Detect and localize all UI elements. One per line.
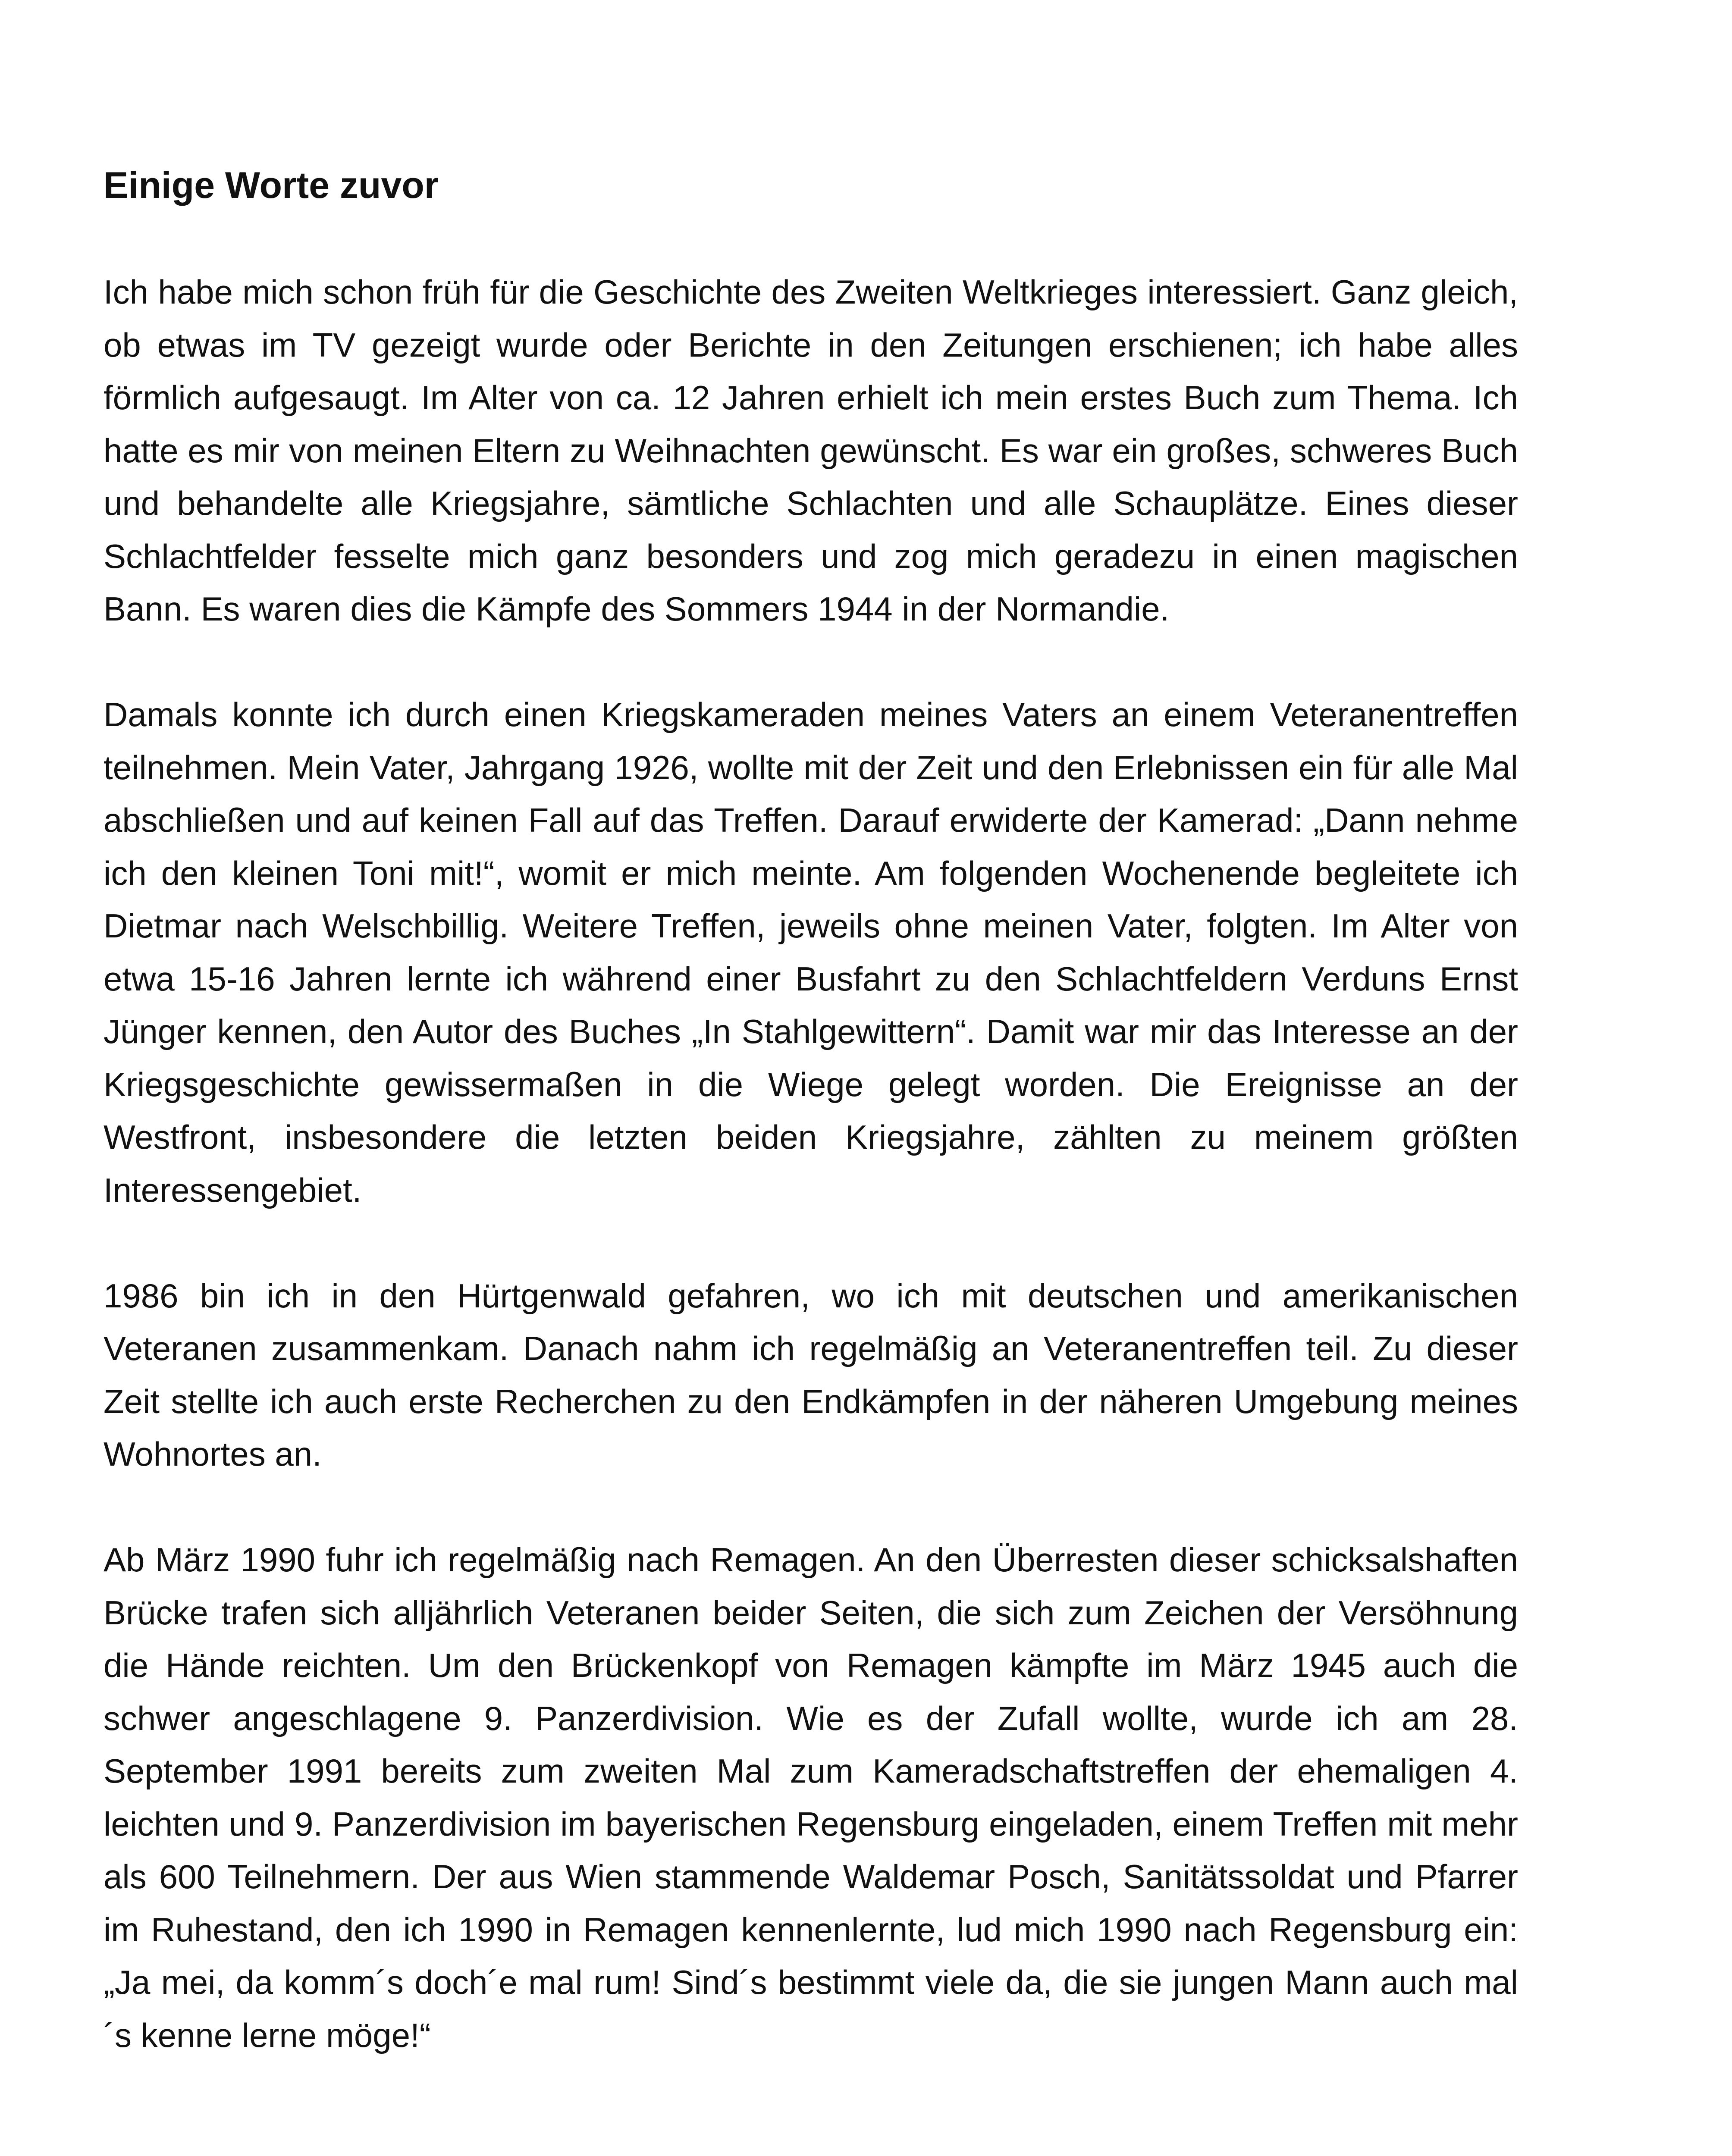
paragraph-4: Ab März 1990 fuhr ich regelmäßig nach Remagen. An den Überresten dieser schicksalshaften Brücke trafen sich alljährlich Veteranen beider Seiten, die sich zum Zeichen der Versöhnung die Hände reichten. Um den Brückenkopf von Remagen kämpfte im März 1945 auch die schwer angeschlagene 9. Panzerdivision. Wie es der Zufall wollte, wurde ich am 28. September 1991 bereits zum zweiten Mal zum Kameradschaftstreffen der ehemaligen 4. leichten und 9. Panzerdivision im bayerischen Regensburg eingeladen, einem Treffen mit mehr als 600 Teilnehmern. Der aus Wien stammende Waldemar Posch, Sanitätssoldat und Pfarrer im Ruhestand, den ich 1990 in Remagen kennenlernte, lud mich 1990 nach Regensburg ein: „Ja mei, da komm´s doch´e mal rum! Sind´s bestimmt viele da, die sie jungen Mann auch mal´s kenne lerne möge!“ <box>104 1541 1518 2054</box>
paragraph-3: 1986 bin ich in den Hürtgenwald gefahren, wo ich mit deutschen und amerikanischen Veteranen zusammenkam. Danach nahm ich regelmäßig an Veteranentreffen teil. Zu dieser Zeit stellte ich auch erste Recherchen zu den Endkämpfen in der näheren Umgebung meines Wohnortes an. <box>104 1276 1518 1473</box>
page-title: Einige Worte zuvor <box>104 165 439 206</box>
text-block <box>104 160 1518 2062</box>
paragraph-2: Damals konnte ich durch einen Kriegskameraden meines Vaters an einem Veteranentreffen teilnehmen. Mein Vater, Jahrgang 1926, wollte mit der Zeit und den Erlebnissen ein für alle Mal abschließen und auf keinen Fall auf das Treffen. Darauf erwiderte der Kamerad: „Dann nehme ich den kleinen Toni mit!“, womit er mich meinte. Am folgenden Wochenende begleitete ich Dietmar nach Welschbillig. Weitere Treffen, jeweils ohne meinen Vater, folgten. Im Alter von etwa 15-16 Jahren lernte ich während einer Busfahrt zu den Schlachtfeldern Verduns Ernst Jünger kennen, den Autor des Buches „In Stahlgewittern“. Damit war mir das Interesse an der Kriegsgeschichte gewissermaßen in die Wiege gelegt worden. Die Ereignisse an der Westfront, insbesondere die letzten beiden Kriegsjahre, zählten zu meinem größten Interessengebiet. <box>104 696 1518 1209</box>
paragraph-1: Ich habe mich schon früh für die Geschichte des Zweiten Weltkrieges interessiert. Ganz gleich, ob etwas im TV gezeigt wurde oder Berichte in den Zeitungen erschienen; ich habe alles förmlich aufgesaugt. Im Alter von ca. 12 Jahren erhielt ich mein erstes Buch zum Thema. Ich hatte es mir von meinen Eltern zu Weihnachten gewünscht. Es war ein großes, schweres Buch und behandelte alle Kriegsjahre, sämtliche Schlachten und alle Schauplätze. Eines dieser Schlachtfelder fesselte mich ganz besonders und zog mich geradezu in einen magischen Bann. Es waren dies die Kämpfe des Sommers 1944 in der Normandie. <box>104 273 1518 628</box>
